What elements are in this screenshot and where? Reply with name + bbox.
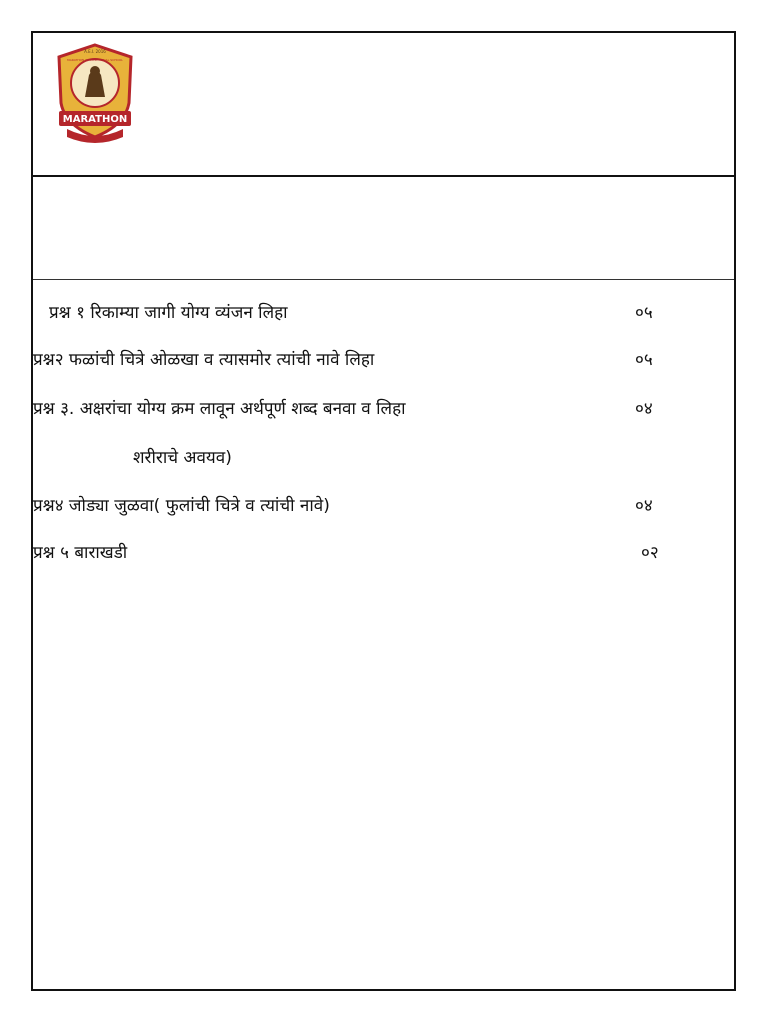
logo-figure-head xyxy=(90,66,100,76)
school-logo xyxy=(53,41,137,153)
question-label: प्रश्न ३. अक्षरांचा योग्य क्रम लावून अर्थपूर्ण शब्द बनवा व लिहा xyxy=(33,399,406,419)
question-marks: ०५ xyxy=(635,350,653,370)
logo-banner-text: MARATHON xyxy=(62,114,128,125)
logo-ring-text: MARATHON INTERNATIONAL SCHOOL xyxy=(67,58,123,62)
question-marks: ०४ xyxy=(635,399,653,419)
question-label: प्रश्न२ फळांची चित्रे ओळखा व त्यासमोर त्यांची नावे लिहा xyxy=(33,350,375,370)
header-logo-row xyxy=(33,33,734,177)
question-marks: ०२ xyxy=(641,543,659,563)
logo-top-text: A.E.I. 2016 xyxy=(84,49,106,54)
blank-section xyxy=(33,175,734,280)
question-marks: ०५ xyxy=(635,303,653,323)
page-frame xyxy=(31,31,736,991)
question-label: प्रश्न ५ बाराखडी xyxy=(33,543,128,563)
question-marks: ०४ xyxy=(635,496,653,516)
question-label: प्रश्न १ रिकाम्या जागी योग्य व्यंजन लिहा xyxy=(49,303,288,323)
question-label: प्रश्न४ जोड्या जुळवा( फुलांची चित्रे व त्यांची नावे) xyxy=(33,496,330,516)
question-label: शरीराचे अवयव) xyxy=(133,448,232,468)
